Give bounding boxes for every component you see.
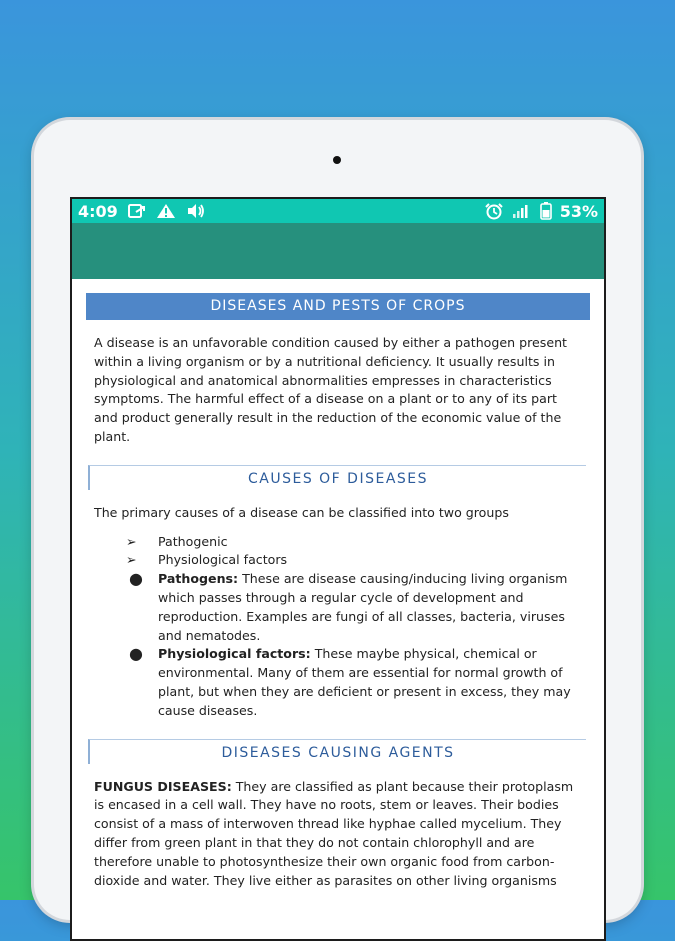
list-item-term: Physiological factors: (158, 646, 311, 662)
list-item-text: Pathogenic (158, 533, 228, 549)
list-item-text: These are disease causing/inducing living organism which passes through a regular cycle of development and reproduction. Examples are fungi of all classes, bacteria, viruses and nematodes. (158, 571, 568, 643)
causes-heading: CAUSES OF DISEASES (88, 465, 586, 490)
list-item (126, 570, 582, 645)
fungus-term: FUNGUS DISEASES: (94, 778, 232, 794)
arrow-bullet-icon: ➢ (126, 552, 137, 568)
volume-icon (186, 203, 206, 219)
article-content (72, 279, 604, 890)
intro-paragraph: A disease is an unfavorable condition caused by either a pathogen present within a living organism or by a nutritional deficiency. It usually results in physiological and anatomical abnormalities empresses in characteristics symptoms. The harmful effect of a disease on a plant or to any of its part and product generally result in the reduction of the economic value of the plant. (94, 335, 567, 444)
causes-list (86, 533, 590, 721)
list-item-text: Physiological factors (158, 552, 288, 568)
screen-share-icon (128, 203, 146, 219)
alert-icon (156, 203, 176, 219)
status-bar (72, 199, 604, 223)
signal-icon (512, 203, 532, 219)
battery-icon (540, 202, 552, 220)
bullet-dot-icon: ● (129, 569, 143, 589)
tablet-frame (34, 120, 641, 920)
battery-percent: 53% (559, 201, 598, 221)
alarm-icon (484, 202, 504, 220)
list-item-term: Pathogens: (158, 571, 239, 587)
list-item (126, 551, 582, 570)
fungus-paragraph (94, 778, 582, 891)
front-camera (333, 156, 341, 164)
article-title: DISEASES AND PESTS OF CROPS (86, 293, 590, 320)
agents-heading: DISEASES CAUSING AGENTS (88, 739, 586, 764)
list-item-text: These maybe physical, chemical or environmental. Many of them are essential for normal growth of plant, but when they are deficient or present in excess, they may cause diseases. (158, 646, 571, 718)
app-bar (72, 223, 604, 279)
arrow-bullet-icon: ➢ (126, 533, 137, 549)
list-item (126, 533, 582, 552)
causes-intro: The primary causes of a disease can be classified into two groups (94, 504, 509, 520)
fungus-text: They are classified as plant because their protoplasm is encased in a cell wall. They have no roots, stem or leaves. Their bodies consist of a mass of interwoven thread like hyphae called mycelium. They differ from green plant in that they do not contain chlorophyll and are therefore unable to photosynthesize their own organic food from carbon-dioxide and water. They live either as parasites on other living organisms (94, 778, 574, 888)
list-item (126, 645, 582, 720)
status-time: 4:09 (78, 201, 118, 221)
device-screen (70, 197, 606, 941)
bullet-dot-icon: ● (129, 644, 143, 664)
